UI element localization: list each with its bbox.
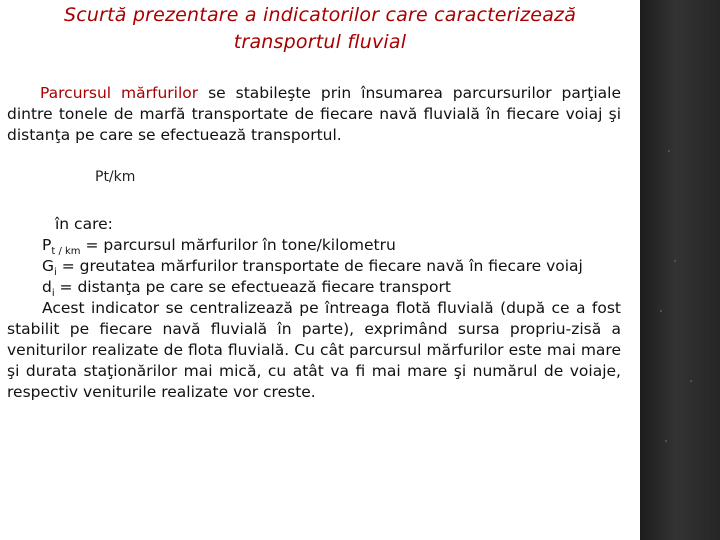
symbol-p: P [42,236,52,254]
decorative-side-band [640,0,720,540]
subscript-i: i [51,288,55,300]
highlighted-term: Parcursul mărfurilor [40,84,199,102]
slide-title [0,2,640,56]
definition-d: = distanţa pe care se efectuează fiecare transport [54,278,451,296]
legend-row-g [7,256,621,277]
title-line-1: Scurtă prezentare a indicatorilor care caracterizează [63,4,577,26]
decorative-dot [674,260,676,262]
legend-heading: în care: [55,215,113,233]
intro-text: se stabileşte prin însumarea parcursurilor parţiale dintre tonele de marfă transportate de fiecare navă fluvială în fiecare voiaj şi distanţa pe care se efectuează transportul. [7,84,621,144]
conclusion-paragraph: Acest indicator se centralizează pe întreaga flotă fluvială (după ce a fost stabilit pe fiecare navă fluvială în parte), exprimând sursa propriu-zisă a veniturilor realizate de flota fluvială. Cu cât parcursul mărfurilor este mai mare şi durata staţionărilor mai mică, cu atât va fi mai mare şi numărul de voiaje, respectiv veniturile realizate vor creste. [7,299,621,401]
subscript-i: i [54,267,57,279]
decorative-dot [660,310,662,312]
symbol-d: d [42,278,52,296]
subscript-t-km: t / km [51,246,81,258]
legend-row-d [7,277,621,298]
definition-g: = greutatea mărfurilor transportate de fiecare navă în fiecare voiaj [56,257,583,275]
decorative-dot [690,380,692,382]
intro-paragraph [7,83,621,146]
legend-row-p [7,235,621,256]
definition-p: = parcursul mărfurilor în tone/kilometru [80,236,396,254]
decorative-dot [665,440,667,442]
formula-label: Pt/km [95,169,136,185]
symbol-g: G [42,257,55,275]
decorative-dot [668,150,670,152]
legend-block [7,214,621,403]
title-line-2: transportul fluvial [233,31,407,53]
